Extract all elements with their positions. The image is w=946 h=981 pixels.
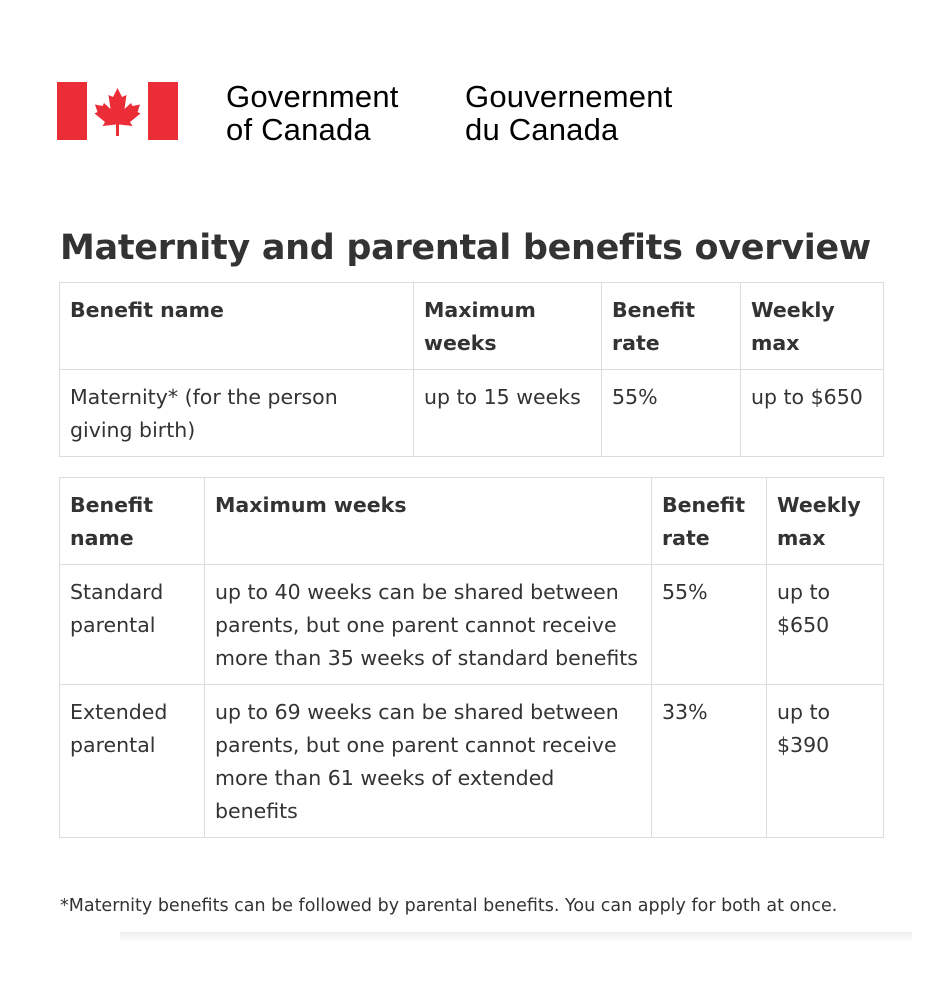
column-header-maximum-weeks: Maximum weeks [414, 283, 602, 370]
table-header-row [60, 283, 884, 370]
wordmark-fr-line-1: Gouvernement [465, 79, 673, 114]
cell-weekly-max: up to $650 [741, 370, 884, 457]
cell-benefit-rate: 55% [652, 565, 767, 685]
cell-benefit-name: Extended parental [60, 685, 205, 838]
parental-benefits-table [59, 477, 884, 838]
column-header-benefit-name: Benefit name [60, 478, 205, 565]
cell-maximum-weeks: up to 40 weeks can be shared between parents, but one parent cannot receive more than 35 weeks of standard benefits [205, 565, 652, 685]
cell-maximum-weeks: up to 69 weeks can be shared between parents, but one parent cannot receive more than 61 weeks of extended benefits [205, 685, 652, 838]
wordmark-fr-line-2: du Canada [465, 112, 619, 147]
wordmark-en-line-1: Government [226, 79, 399, 114]
column-header-benefit-rate: Benefit rate [602, 283, 741, 370]
column-header-benefit-name: Benefit name [60, 283, 414, 370]
bottom-fade-divider [120, 932, 912, 942]
footnote: *Maternity benefits can be followed by parental benefits. You can apply for both at once. [60, 896, 838, 916]
wordmark-french [465, 80, 672, 146]
table-header-row [60, 478, 884, 565]
wordmark-en-line-2: of Canada [226, 112, 371, 147]
cell-weekly-max: up to $650 [767, 565, 884, 685]
column-header-weekly-max: Weekly max [741, 283, 884, 370]
wordmark-english [226, 80, 399, 146]
column-header-benefit-rate: Benefit rate [652, 478, 767, 565]
site-header [57, 79, 757, 147]
column-header-maximum-weeks: Maximum weeks [205, 478, 652, 565]
cell-benefit-name: Maternity* (for the person giving birth) [60, 370, 414, 457]
table-row [60, 370, 884, 457]
table-row [60, 565, 884, 685]
canada-flag-icon[interactable] [57, 82, 178, 140]
column-header-weekly-max: Weekly max [767, 478, 884, 565]
cell-benefit-name: Standard parental [60, 565, 205, 685]
cell-benefit-rate: 55% [602, 370, 741, 457]
maternity-benefits-table [59, 282, 884, 457]
cell-benefit-rate: 33% [652, 685, 767, 838]
table-row [60, 685, 884, 838]
page-title: Maternity and parental benefits overview [60, 228, 871, 268]
cell-weekly-max: up to $390 [767, 685, 884, 838]
cell-maximum-weeks: up to 15 weeks [414, 370, 602, 457]
